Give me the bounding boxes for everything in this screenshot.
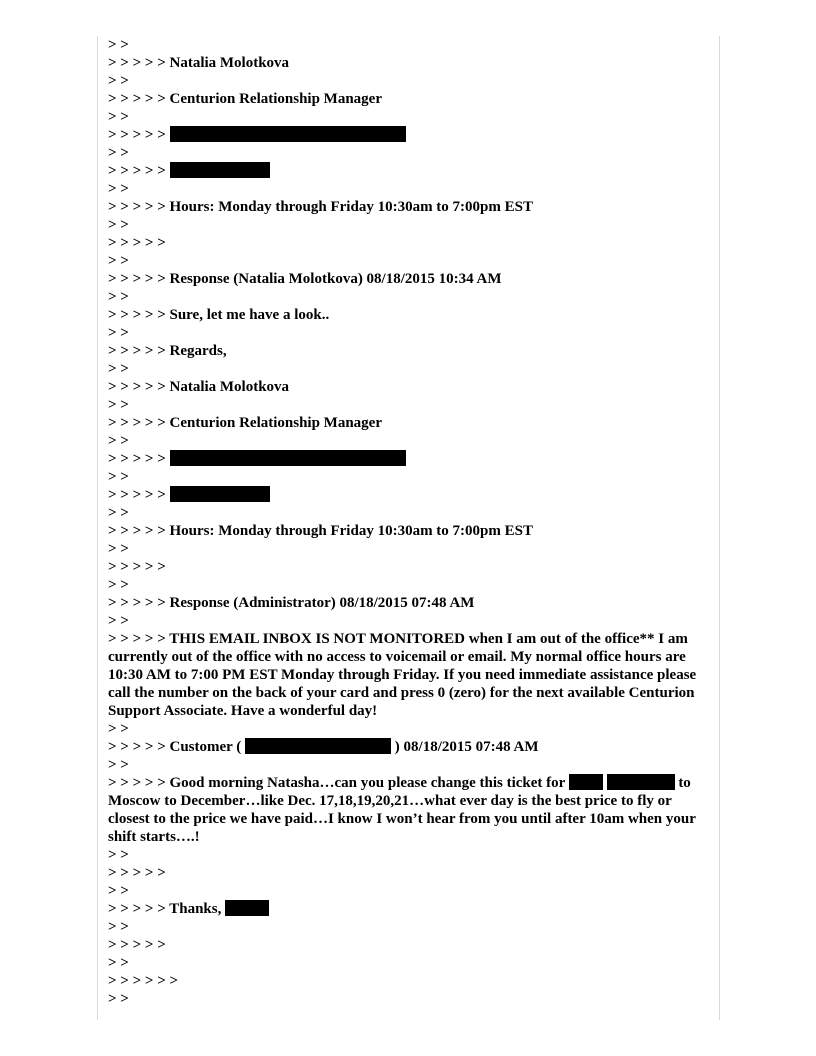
signature-redacted-line [108,126,708,144]
signature-name: > > > > > Natalia Molotkova [108,55,290,71]
response-header: > > > > > Response (Natalia Molotkova) 08/18/2015 10:34 AM [108,271,502,287]
signature-redacted-line [108,450,708,468]
quote-line: > > > > > > [108,973,179,989]
redaction-box [170,162,270,178]
quote-line: > > [108,577,129,593]
quote-line: > > [108,847,129,863]
quote-line: > > [108,469,129,485]
quote-line: > > [108,361,129,377]
quote-line: > > [108,217,129,233]
customer-header-end: ) 08/18/2015 07:48 AM [394,739,539,755]
redaction-box [170,450,406,466]
signature-redacted-line [108,486,708,504]
quote-line: > > > > > [108,937,166,953]
message-text: > > > > > Regards, [108,343,227,359]
customer-message-end: to Moscow to December…like Dec. 17,18,19,20,21…what ever day is the best price to fly or closest to the price we have paid…I know I won’t hear from you until after 10am when your shift starts….! [108,775,696,845]
quote-line: > > [108,613,129,629]
quote-prefix: > > > > > [108,451,166,467]
quote-line: > > [108,541,129,557]
redaction-box [170,486,270,502]
quote-line: > > [108,991,129,1007]
quote-line: > > [108,37,129,53]
quote-line: > > [108,253,129,269]
quote-line: > > [108,397,129,413]
quote-line: > > [108,505,129,521]
signature-redacted-line [108,162,708,180]
quote-line: > > [108,433,129,449]
quote-line: > > [108,757,129,773]
redaction-box [569,774,603,790]
quote-line: > > [108,109,129,125]
signature-hours: > > > > > Hours: Monday through Friday 10:30am to 7:00pm EST [108,523,533,539]
page-border-left [97,36,98,1020]
customer-signoff [108,900,708,918]
quote-line: > > [108,721,129,737]
quote-line: > > [108,883,129,899]
response-header: > > > > > Response (Administrator) 08/18/2015 07:48 AM [108,595,475,611]
signoff-text: > > > > > Thanks, [108,901,222,917]
signature-title: > > > > > Centurion Relationship Manager [108,415,382,431]
customer-message-start: > > > > > Good morning Natasha…can you please change this ticket for [108,775,566,791]
signature-title: > > > > > Centurion Relationship Manager [108,91,382,107]
redaction-box [225,900,269,916]
quote-prefix: > > > > > [108,487,166,503]
signature-hours: > > > > > Hours: Monday through Friday 10:30am to 7:00pm EST [108,199,533,215]
redaction-box [607,774,675,790]
quote-line: > > [108,181,129,197]
quote-line: > > > > > [108,865,166,881]
email-thread [108,36,708,1008]
page-border-right [719,36,720,1020]
quote-line: > > [108,919,129,935]
quote-prefix: > > > > > [108,127,166,143]
customer-message [108,774,708,846]
quote-line: > > > > > [108,559,166,575]
quote-line: > > [108,73,129,89]
customer-header-start: > > > > > Customer ( [108,739,242,755]
quote-line: > > > > > [108,235,166,251]
redaction-box [170,126,406,142]
quote-line: > > [108,325,129,341]
message-text: > > > > > Sure, let me have a look.. [108,307,330,323]
quote-line: > > [108,145,129,161]
quote-line: > > [108,955,129,971]
quote-prefix: > > > > > [108,163,166,179]
quote-line: > > [108,289,129,305]
customer-header [108,738,708,756]
signature-name: > > > > > Natalia Molotkova [108,379,290,395]
auto-reply-message: > > > > > THIS EMAIL INBOX IS NOT MONITORED when I am out of the office** I am currently out of the office with no access to voicemail or email. My normal office hours are 10:30 AM to 7:00 PM EST Monday through Friday. If you need immediate assistance please call the number on the back of your card and press 0 (zero) for the next available Centurion Support Associate. Have a wonderful day! [108,631,697,719]
redaction-box [245,738,391,754]
